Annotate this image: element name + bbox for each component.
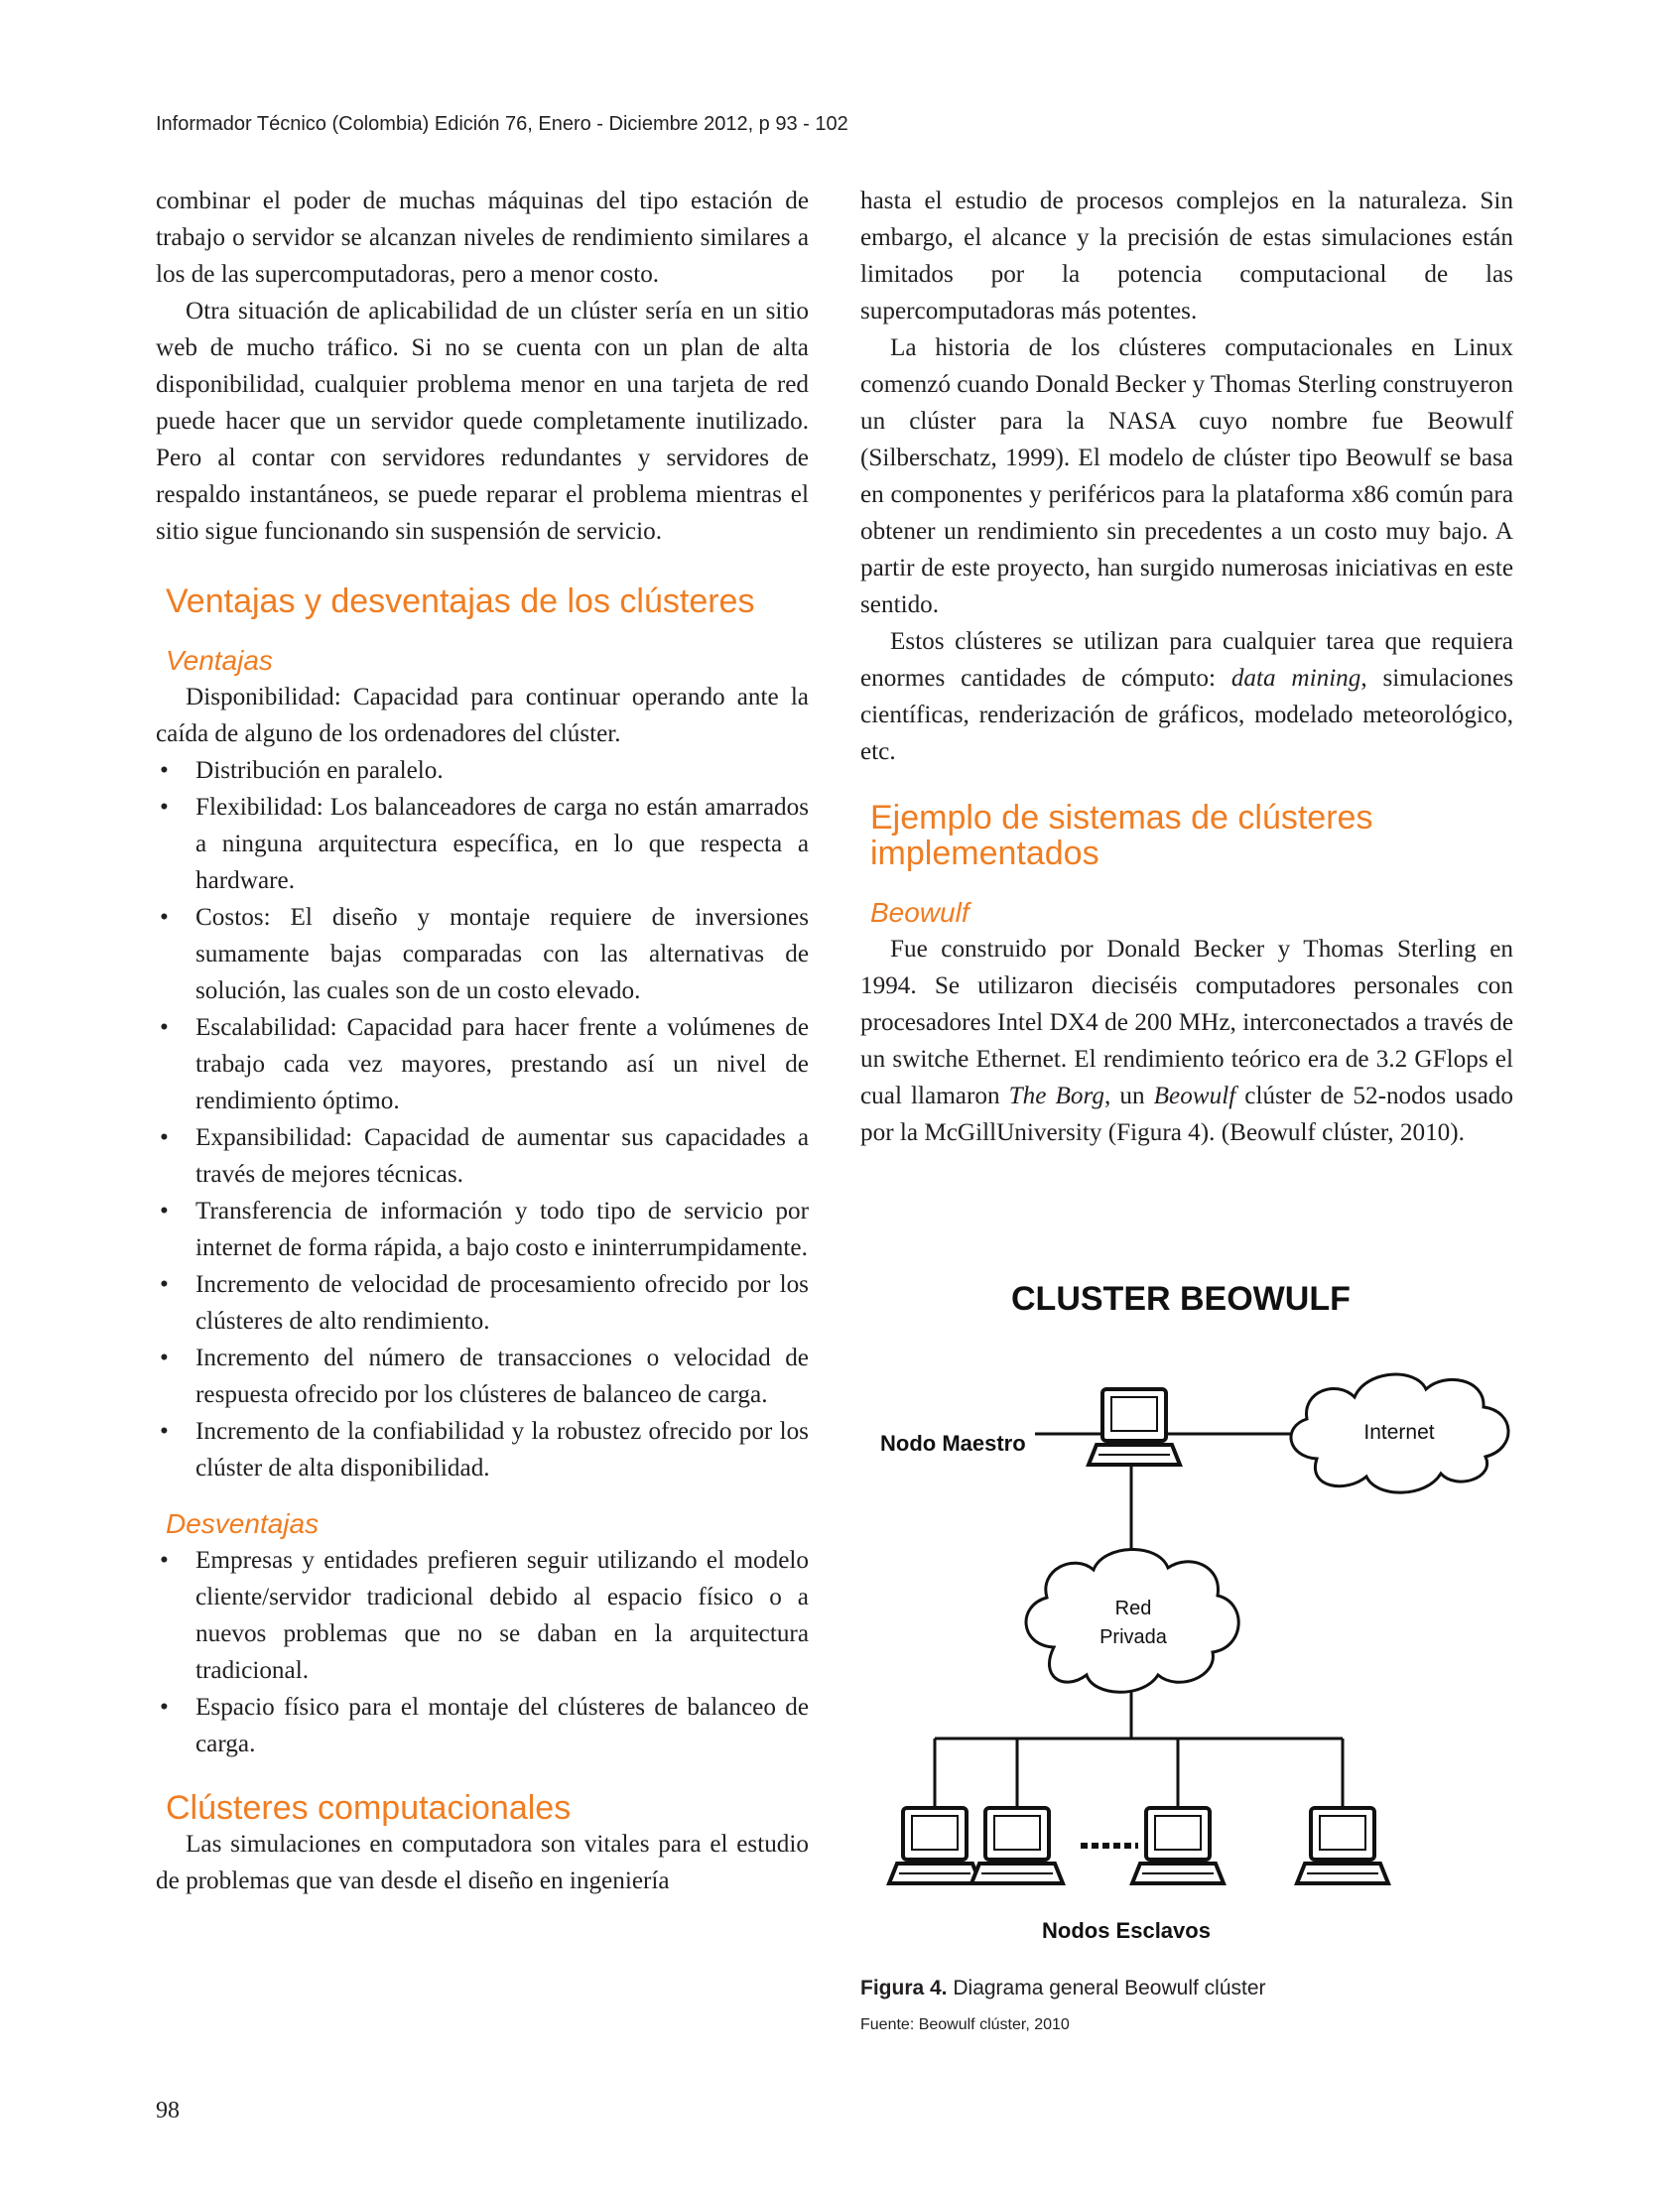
section-heading-ejemplo: Ejemplo de sistemas de clústeres implementados [870, 799, 1373, 872]
paragraph: Fue construido por Donald Becker y Thomas Sterling en 1994. Se utilizaron dieciséis computadores personales con procesadores Intel DX4 de 200 MHz, interconectados a través de un switche Ethernet. El rendimiento teórico era de 3.2 GFlops el cual llamaron The Borg, un Beowulf clúster de 52-nodos usado por la McGillUniversity (Figura 4). (Beowulf clúster, 2010). [860, 936, 1513, 1146]
subheading-ventajas: Ventajas [166, 645, 273, 676]
left-column [156, 183, 809, 1899]
slave-computer-icon [971, 1808, 1063, 1883]
label-nodos-esclavos: Nodos Esclavos [1042, 1918, 1211, 1943]
list-item: • Distribución en paralelo. [160, 757, 444, 784]
master-computer-icon [1089, 1389, 1180, 1465]
slave-computer-icon [1297, 1808, 1388, 1883]
cluster-diagram [860, 1350, 1555, 2044]
subheading-beowulf: Beowulf [870, 897, 969, 928]
term-beowulf: Beowulf [1153, 1083, 1236, 1109]
label-internet: Internet [1363, 1421, 1435, 1444]
label-nodo-maestro: Nodo Maestro [880, 1431, 1026, 1456]
running-head: Informador Técnico (Colombia) Edición 76, Enero - Diciembre 2012, p 93 - 102 [156, 113, 848, 135]
section-heading-ventajas-desventajas: Ventajas y desventajas de los clústeres [166, 582, 755, 620]
paragraph: Las simulaciones en computadora son vitales para el estudio de problemas que van desde el diseño en ingeniería [156, 1831, 809, 1894]
desventajas-list [156, 1542, 809, 1762]
list-item: • Escalabilidad: Capacidad para hacer frente a volúmenes de trabajo cada vez mayores, prestando así un nivel de rendimiento óptimo. [160, 1014, 809, 1114]
label-red: Red [1114, 1598, 1152, 1619]
paragraph: Disponibilidad: Capacidad para continuar operando ante la caída de alguno de los ordenadores del clúster. [156, 684, 809, 747]
figure-cluster-beowulf [860, 1280, 1555, 2074]
ventajas-list [156, 752, 809, 1486]
list-item: • Empresas y entidades prefieren seguir utilizando el modelo cliente/servidor tradicional debido al espacio físico o a nuevos problemas que no se daban en la arquitectura tradicional. [160, 1547, 809, 1684]
list-item: • Espacio físico para el montaje del clústeres de balanceo de carga. [160, 1694, 809, 1757]
term-the-borg: The Borg [1008, 1083, 1104, 1109]
label-privada: Privada [1099, 1626, 1167, 1648]
slave-computer-icon [1132, 1808, 1224, 1883]
list-item: • Incremento de velocidad de procesamiento ofrecido por los clústeres de alto rendimiento. [160, 1271, 809, 1335]
paragraph: Estos clústeres se utilizan para cualquier tarea que requiera enormes cantidades de cómputo: data mining, simulaciones científicas, renderización de gráficos, modelado meteorológico, etc. [860, 628, 1513, 765]
list-item: • Incremento de la confiabilidad y la robustez ofrecido por los clúster de alta disponibilidad. [160, 1418, 809, 1481]
slave-computer-icon [889, 1808, 980, 1883]
private-network-cloud-icon [1026, 1549, 1238, 1692]
list-item: • Transferencia de información y todo tipo de servicio por internet de forma rápida, a bajo costo e ininterrumpidamente. [160, 1198, 809, 1261]
figure-title: CLUSTER BEOWULF [1011, 1280, 1351, 1318]
paragraph: La historia de los clústeres computacionales en Linux comenzó cuando Donald Becker y Thomas Sterling construyeron un clúster para la NASA cuyo nombre fue Beowulf (Silberschatz, 1999). El modelo de clúster tipo Beowulf se basa en componentes y periféricos para la plataforma x86 común para obtener un rendimiento sin precedentes a un costo muy bajo. A partir de este proyecto, han surgido numerosas iniciativas en este sentido. [860, 334, 1513, 618]
figure-caption: Figura 4. Diagrama general Beowulf clúster [860, 1977, 1266, 1999]
subheading-desventajas: Desventajas [166, 1508, 320, 1539]
list-item: • Costos: El diseño y montaje requiere de inversiones sumamente bajas comparadas con las alternativas de solución, las cuales son de un costo elevado. [160, 904, 809, 1004]
right-column [860, 183, 1513, 1151]
page-number: 98 [156, 2098, 180, 2124]
list-item: • Expansibilidad: Capacidad de aumentar sus capacidades a través de mejores técnicas. [160, 1124, 809, 1188]
term-data-mining: data mining [1230, 665, 1361, 692]
section-heading-computacionales: Clústeres computacionales [166, 1789, 572, 1827]
list-item: • Incremento del número de transacciones o velocidad de respuesta ofrecido por los clústeres de balanceo de carga. [160, 1345, 809, 1408]
paragraph: hasta el estudio de procesos complejos en la naturaleza. Sin embargo, el alcance y la precisión de estas simulaciones están limitados por la potencia computacional de las supercomputadoras más potentes. [860, 188, 1513, 324]
list-item: • Flexibilidad: Los balanceadores de carga no están amarrados a ninguna arquitectura específica, en lo que respecta a hardware. [160, 794, 809, 894]
paragraph: Otra situación de aplicabilidad de un clúster sería en un sitio web de mucho tráfico. Si no se cuenta con un plan de alta disponibilidad, cualquier problema menor en una tarjeta de red puede hacer que un servidor quede completamente inutilizado. Pero al contar con servidores redundantes y servidores de respaldo instantáneos, se puede reparar el problema mientras el sitio sigue funcionando sin suspensión de servicio. [156, 298, 809, 545]
figure-source: Fuente: Beowulf clúster, 2010 [860, 2016, 1070, 2033]
paragraph: combinar el poder de muchas máquinas del tipo estación de trabajo o servidor se alcanzan niveles de rendimiento similares a los de las supercomputadoras, pero a menor costo. [156, 188, 809, 288]
